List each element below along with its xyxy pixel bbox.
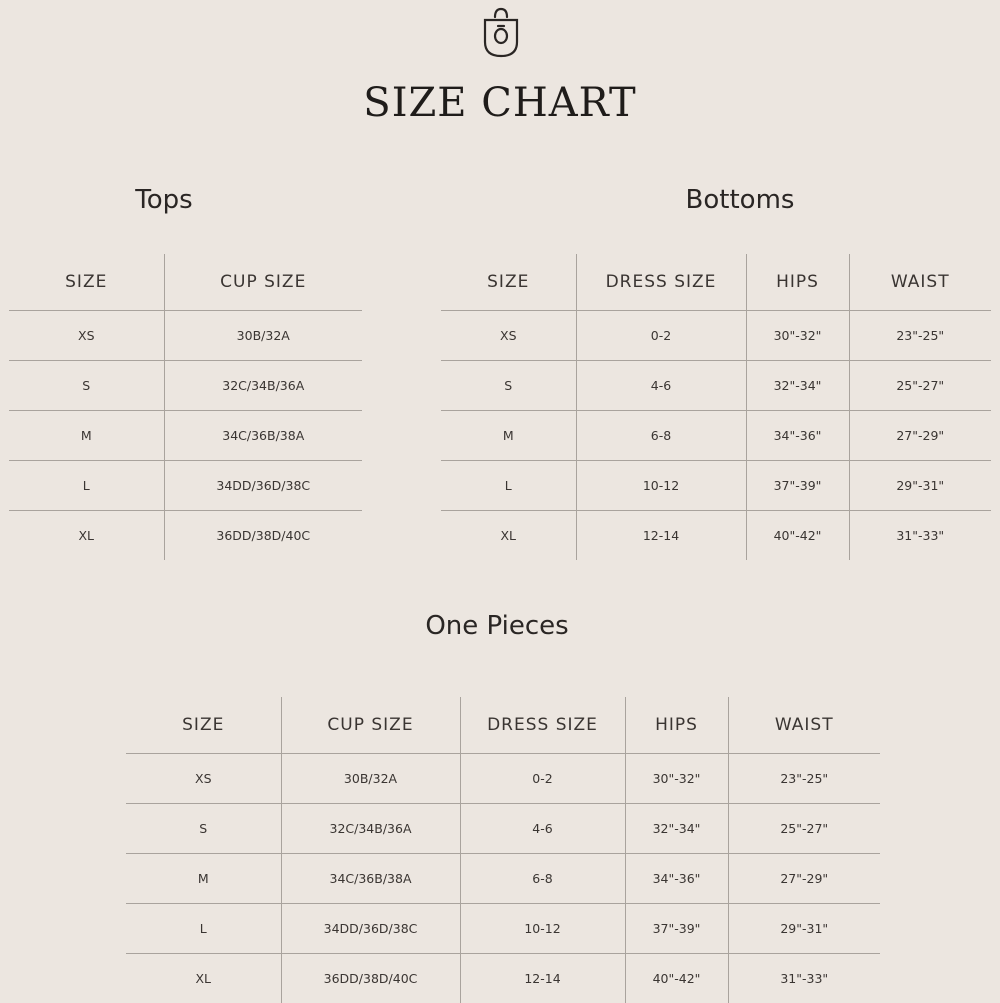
- bottoms-table: [441, 254, 991, 560]
- table-cell: 34"-36": [625, 854, 728, 904]
- table-header-row: [441, 254, 991, 311]
- table-cell: 0-2: [460, 754, 625, 804]
- table-cell: 27"-29": [728, 854, 880, 904]
- table-cell: 29"-31": [728, 904, 880, 954]
- table-row: [9, 311, 362, 361]
- bag-logo-icon: [480, 4, 522, 60]
- table-cell: M: [126, 854, 281, 904]
- table-row: [126, 854, 880, 904]
- table-cell: 6-8: [460, 854, 625, 904]
- table-cell: 4-6: [460, 804, 625, 854]
- table-row: [441, 311, 991, 361]
- column-header: DRESS SIZE: [576, 254, 746, 311]
- table-cell: S: [9, 361, 164, 411]
- table-cell: 23"-25": [849, 311, 991, 361]
- table-cell: 30"-32": [625, 754, 728, 804]
- table-row: [9, 461, 362, 511]
- page-title: SIZE CHART: [0, 80, 1000, 126]
- table-cell: S: [126, 804, 281, 854]
- table-cell: 12-14: [576, 511, 746, 561]
- table-cell: XS: [9, 311, 164, 361]
- column-header: DRESS SIZE: [460, 697, 625, 754]
- bottoms-title: Bottoms: [640, 185, 840, 215]
- table-cell: 10-12: [460, 904, 625, 954]
- table-cell: XS: [126, 754, 281, 804]
- table-cell: 25"-27": [849, 361, 991, 411]
- table-cell: M: [441, 411, 576, 461]
- table-cell: 30B/32A: [164, 311, 362, 361]
- table-cell: 30"-32": [746, 311, 849, 361]
- table-cell: 34DD/36D/38C: [164, 461, 362, 511]
- table-cell: 32"-34": [625, 804, 728, 854]
- table-header-row: [126, 697, 880, 754]
- table-row: [441, 461, 991, 511]
- table-cell: 34"-36": [746, 411, 849, 461]
- table-cell: L: [126, 904, 281, 954]
- column-header: SIZE: [9, 254, 164, 311]
- table-cell: 31"-33": [849, 511, 991, 561]
- table-cell: 4-6: [576, 361, 746, 411]
- table-cell: 37"-39": [625, 904, 728, 954]
- table-row: [9, 411, 362, 461]
- table-cell: 34C/36B/38A: [281, 854, 460, 904]
- table-cell: 30B/32A: [281, 754, 460, 804]
- table-cell: 32"-34": [746, 361, 849, 411]
- table-cell: 27"-29": [849, 411, 991, 461]
- table-cell: 23"-25": [728, 754, 880, 804]
- table-cell: 40"-42": [625, 954, 728, 1003]
- table-cell: 34C/36B/38A: [164, 411, 362, 461]
- table-row: [126, 804, 880, 854]
- table-cell: 10-12: [576, 461, 746, 511]
- table-cell: 34DD/36D/38C: [281, 904, 460, 954]
- column-header: HIPS: [746, 254, 849, 311]
- table-cell: XS: [441, 311, 576, 361]
- table-cell: XL: [9, 511, 164, 561]
- table-row: [9, 511, 362, 561]
- table-row: [126, 904, 880, 954]
- column-header: WAIST: [849, 254, 991, 311]
- table-header-row: [9, 254, 362, 311]
- table-cell: 36DD/38D/40C: [281, 954, 460, 1003]
- column-header: WAIST: [728, 697, 880, 754]
- table-row: [441, 411, 991, 461]
- table-cell: 36DD/38D/40C: [164, 511, 362, 561]
- column-header: CUP SIZE: [281, 697, 460, 754]
- table-row: [9, 361, 362, 411]
- column-header: SIZE: [126, 697, 281, 754]
- table-row: [126, 754, 880, 804]
- table-cell: 29"-31": [849, 461, 991, 511]
- column-header: CUP SIZE: [164, 254, 362, 311]
- table-cell: 32C/34B/36A: [164, 361, 362, 411]
- table-cell: 6-8: [576, 411, 746, 461]
- one-pieces-table: [126, 697, 880, 1003]
- one-pieces-title: One Pieces: [397, 611, 597, 641]
- table-cell: 37"-39": [746, 461, 849, 511]
- table-cell: L: [9, 461, 164, 511]
- table-cell: 40"-42": [746, 511, 849, 561]
- table-cell: 25"-27": [728, 804, 880, 854]
- table-cell: M: [9, 411, 164, 461]
- table-row: [441, 511, 991, 561]
- tops-title: Tops: [64, 185, 264, 215]
- table-row: [126, 954, 880, 1003]
- table-cell: 31"-33": [728, 954, 880, 1003]
- table-cell: 32C/34B/36A: [281, 804, 460, 854]
- column-header: SIZE: [441, 254, 576, 311]
- table-cell: 0-2: [576, 311, 746, 361]
- tops-table: [9, 254, 362, 560]
- column-header: HIPS: [625, 697, 728, 754]
- table-row: [441, 361, 991, 411]
- table-cell: L: [441, 461, 576, 511]
- table-cell: XL: [441, 511, 576, 561]
- table-cell: XL: [126, 954, 281, 1003]
- table-cell: S: [441, 361, 576, 411]
- table-cell: 12-14: [460, 954, 625, 1003]
